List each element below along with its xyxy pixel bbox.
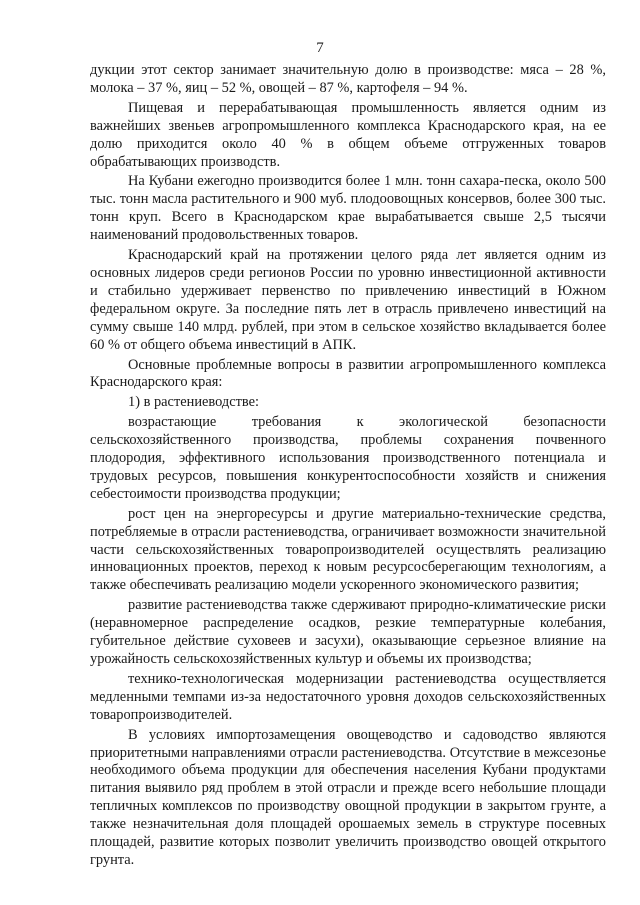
list-item: развитие растениеводства также сдерживают природно-климатические риски (неравномерное распределение осадков, резкие температурные колебания, губительное действие суховеев и засухи), оказывающие серьезное влияние на урожайность сельскохозяйственных культур и объемы их производства; xyxy=(90,597,606,667)
paragraph: На Кубани ежегодно производится более 1 млн. тонн сахара-песка, около 500 тыс. тонн масла растительного и 900 муб. плодоовощных консервов, более 300 тыс. тонн круп. Всего в Краснодарском крае вырабатывается свыше 2,5 тысячи наименований продовольственных товаров. xyxy=(90,173,606,244)
paragraph: Пищевая и перерабатывающая промышленность является одним из важнейших звеньев агропромышленного комплекса Краснодарского края, на ее долю приходится около 40 % в общем объеме отгруженных товаров обрабатывающих производств. xyxy=(90,99,606,170)
page-number: 7 xyxy=(316,40,324,56)
paragraph: дукции этот сектор занимает значительную долю в производстве: мяса – 28 %, молока – 37 %, яиц – 52 %, овощей – 87 %, картофеля – 94 %. xyxy=(90,62,606,96)
list-item: технико-технологическая модернизации растениеводства осуществляется медленными темпами из-за недостаточного уровня доходов сельскохозяйственных товаропроизводителей. xyxy=(90,670,606,723)
list-item: 1) в растениеводстве: xyxy=(128,394,259,411)
list-item: возрастающие требования к экологической безопасности сельскохозяйственного производства, проблемы сохранения почвенного плодородия, эффективного использования производственного потенциала и трудовых ресурсов, повышения конкурентоспособности хозяйств и снижения себестоимости производства продукции; xyxy=(90,414,606,502)
body-text xyxy=(90,62,606,872)
paragraph: В условиях импортозамещения овощеводство и садоводство являются приоритетными направлениями отрасли растениеводства. Отсутствие в межсезонье необходимого объема продукции для обеспечения населения Кубани продуктами питания выявило ряд проблем в этой отрасли и прежде всего небольшие площади тепличных комплексов по производству овощной продукции в закрытом грунте, а также незначительная доля площадей орошаемых земель в структуре посевных площадей, развитие которых позволит увеличить производство овощей открытого грунта. xyxy=(90,726,606,868)
paragraph: Основные проблемные вопросы в развитии агропромышленного комплекса Краснодарского края: xyxy=(90,356,606,391)
list-item: рост цен на энергоресурсы и другие материально-технические средства, потребляемые в отрасли растениеводства, ограничивает возможности значительной части сельскохозяйственных товаропроизводителей осуществлять реализацию инновационных проектов, переход к новым ресурсосберегающим технологиям, а также обеспечивать реализацию модели ускоренного экономического развития; xyxy=(90,505,606,594)
paragraph: Краснодарский край на протяжении целого ряда лет является одним из основных лидеров среди регионов России по уровню инвестиционной активности и стабильно удерживает первенство по привлечению инвестиций в Южном федеральном округе. За последние пять лет в отрасль привлечено инвестиций на сумму свыше 140 млрд. рублей, при этом в сельское хозяйство вкладывается более 60 % от общего объема инвестиций в АПК. xyxy=(90,247,606,353)
